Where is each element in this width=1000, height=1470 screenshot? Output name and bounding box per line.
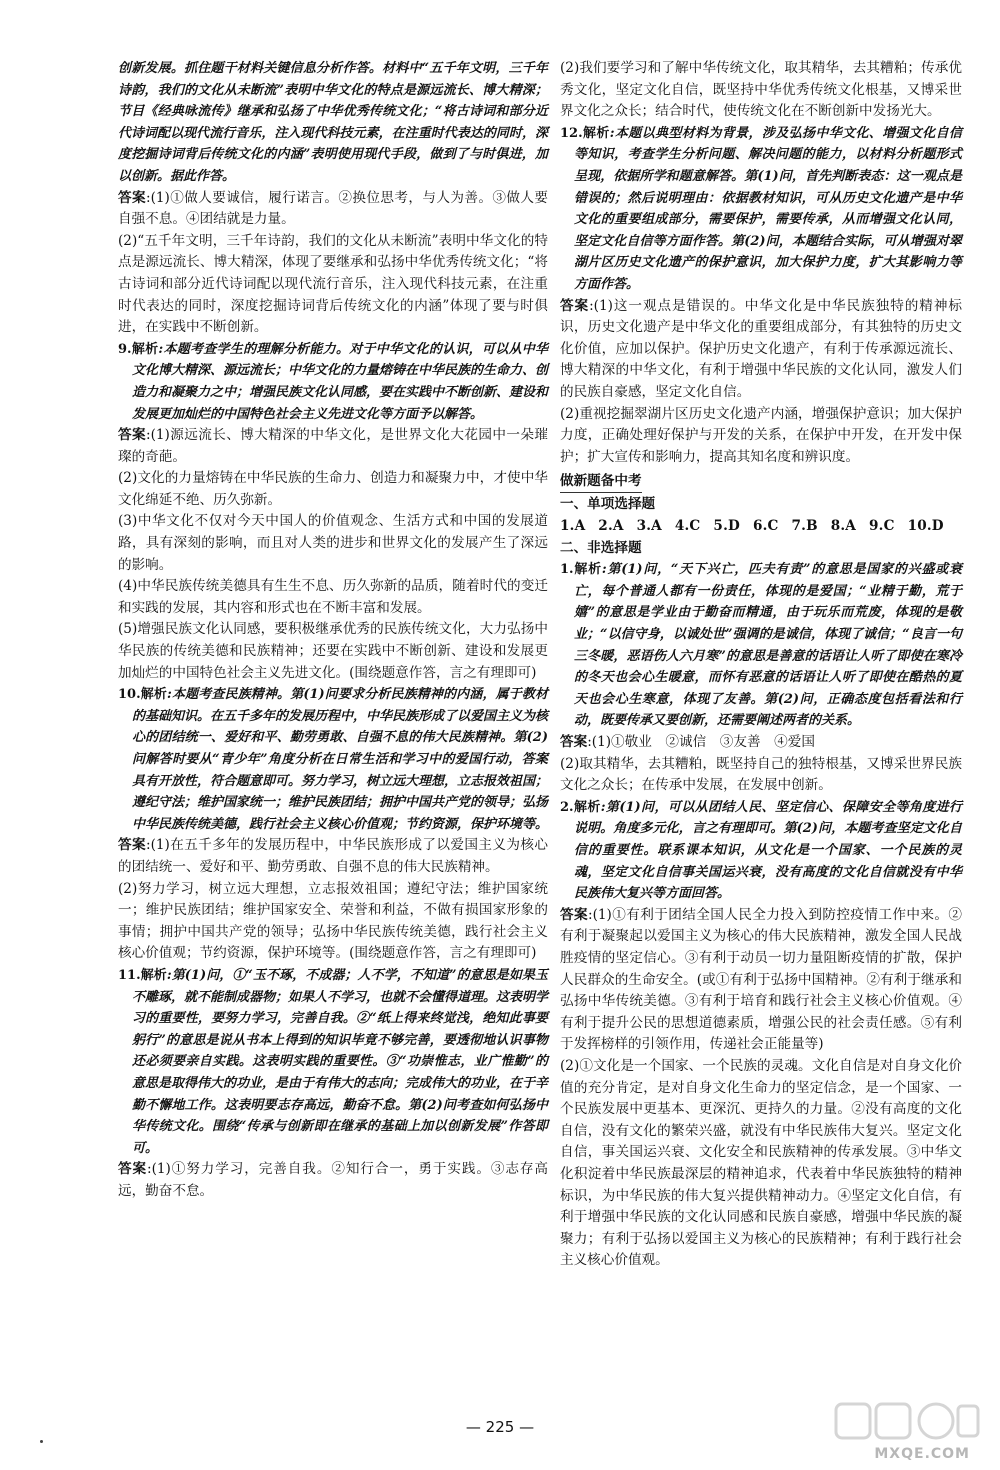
q9-answer-1: 答案:(1)源远流长、博大精深的中华文化，是世界文化大花园中一朵璀璨的奇葩。 [118,427,548,465]
subsection-single-choice: 一、单项选择题 [560,496,656,513]
page-number: — 225 — [465,1418,535,1436]
q10-answer-1: 答案:(1)在五千多年的发展历程中，中华民族形成了以爱国主义为核心的团结统一、爱好和平、勤劳勇敢、自强不息的伟大民族精神。 [118,837,548,875]
n2-explanation: 2.解析:第(1)问，可以从团结人民、坚定信心、保障安全等角度进行说明。角度多元化，言之有理即可。第(2)问，本题考查坚定文化自信的重要性。联系课本知识，从文化是一个国家、一个民族的灵魂，坚定文化自信事关国运兴衰，没有高度的文化自信就没有中华民族伟大复兴等方面回答。 [560,799,962,902]
n2-answer-2: (2)①文化是一个国家、一个民族的灵魂。文化自信是对自身文化价值的充分肯定，是对自身文化生命力的坚定信念，是一个国家、一个民族发展中更基本、更深沉、更持久的力量。②没有高度的文化自信，没有文化的繁荣兴盛，就没有中华民族伟大复兴。坚定文化自信，事关国运兴衰、文化安全和民族精神的传承发展。③中华文化积淀着中华民族最深层的精神追求，代表着中华民族独特的精神标识，为中华民族的伟大复兴提供精神动力。④坚定文化自信，有利于增强中华民族的文化认同感和民族自豪感，增强中华民族的凝聚力；有利于弘扬以爱国主义为核心的民族精神；有利于践行社会主义核心价值观。 [560,1057,962,1269]
choice-answer: 2.A [598,518,624,535]
choice-answer: 4.C [674,518,701,535]
n1-explanation: 1.解析:第(1)问，“天下兴亡，匹夫有责”的意思是国家的兴盛或衰亡，每个普通人都有一份责任，体现的是爱国；“业精于勤，荒于嬉”的意思是学业由于勤奋而精通，由于玩乐而荒废，体现的是敬业；“以信守身，以诚处世”强调的是诚信，体现了诚信；“良言一句三冬暖，恶语伤人六月寒”的意思是善意的话语让人听了即使在寒冷的冬天也会心生暖意，而怀有恶意的话语让人听了即使在酷热的夏天也会心生寒意，体现了友善。第(2)问，正确态度包括看法和行动，既要传承又要创新，还需要阐述两者的关系。 [560,562,962,729]
n1-answer-1: 答案:(1)①敬业 ②诚信 ③友善 ④爱国 [560,734,815,751]
subsection-non-choice: 二、非选择题 [560,540,642,557]
choice-answer: 6.C [752,518,779,535]
q11-answer-2: (2)我们要学习和了解中华传统文化，取其精华，去其糟粕；传承优秀文化，坚定文化自信，既坚持中华优秀传统文化根基，又博采世界文化之众长；结合时代，使传统文化在不断创新中发扬光大。 [560,60,962,120]
n2-answer-1: 答案:(1)①有利于团结全国人民全力投入到防控疫情工作中来。②有利于凝聚起以爱国主义为核心的伟大民族精神，激发全国人民战胜疫情的坚定信心。③有利于动员一切力量阻断疫情的扩散，保护人民群众的生命安全。(或①有利于弘扬中国精神。②有利于继承和弘扬中华传统美德。③有利于培育和践行社会主义核心价值观。④有利于提升公民的思想道德素质，增强公民的社会责任感。⑤有利于发挥榜样的引领作用，传递社会正能量等) [560,906,962,1053]
q10-explanation: 10.解析:本题考查民族精神。第(1)问要求分析民族精神的内涵，属于教材的基础知识。在五千多年的发展历程中，中华民族形成了以爱国主义为核心的团结统一、爱好和平、勤劳勇敢、自强不息的伟大民族精神。第(2)问解答时要从“青少年”角度分析在日常生活和学习中的爱国行动，答案具有开放性，符合题意即可。努力学习，树立远大理想，立志报效祖国；遵纪守法；维护国家统一；维护民族团结；拥护中国共产党的领导；弘扬中华民族传统美德，践行社会主义核心价值观；节约资源，保护环境等。 [118,687,549,832]
choice-answer: 5.D [713,518,740,535]
choice-answers [560,515,962,537]
n1-answer-2: (2)取其精华，去其糟粕，既坚持自己的独特根基，又博采世界民族文化之众长；在传承中发展，在发展中创新。 [560,755,962,794]
choice-answer: 9.C [869,518,895,535]
q12-explanation: 12.解析:本题以典型材料为背景，涉及弘扬中华文化、增强文化自信等知识，考查学生分析问题、解决问题的能力，以材料分析题形式呈现，依据所学和题意解答。第(1)问，首先判断表态：这一观点是错误的；然后说明理由：依据教材知识，可从历史文化遗产是中华文化的重要组成部分，需要保护，需要传承，从而增强文化认同，坚定文化自信等方面作答。第(2)问，本题结合实际，可从增强对翠湖片区历史文化遗产的保护意识，加大保护力度，扩大其影响力等方面作答。 [560,125,962,292]
q8-answer-2: (2)“五千年文明，三千年诗韵，我们的文化从未断流”表明中华文化的特点是源远流长、博大精深，体现了要继承和弘扬中华优秀传统文化；“将古诗词和部分近代诗词配以现代流行音乐，注入现代科技元素，在注重时代表达的同时，深度挖掘诗词背后传统文化的内涵”体现了要与时俱进，在实践中不断创新。 [118,232,548,336]
watermark-text: MXQE.COM [874,1446,970,1462]
section-heading: 做新题备中考 [560,470,642,493]
q8-explanation-tail: 创新发展。抓住题干材料关键信息分析作答。材料中“五千年文明，三千年诗韵，我们的文化从未断流”表明中华文化的特点是源远流长、博大精深；节目《经典咏流传》继承和弘扬了中华优秀传统文化；“将古诗词和部分近代诗词配以现代流行音乐，注入现代科技元素，在注重时代表达的同时，深度挖掘诗词背后传统文化的内涵”表明使用现代手段，做到了与时俱进，加以创新。据此作答。 [118,61,548,184]
q12-answer-2: (2)重视挖掘翠湖片区历史文化遗产内涵，增强保护意识；加大保护力度，正确处理好保护与开发的关系，在保护中开发，在开发中保护；扩大宣传和影响力，提高其知名度和辨识度。 [560,405,962,465]
q11-answer-1: 答案:(1)①努力学习，完善自我。②知行合一，勇于实践。③志存高远，勤奋不怠。 [118,1161,548,1199]
q9-answer-5: (5)增强民族文化认同感，要积极继承优秀的民族传统文化，大力弘扬中华民族的传统美德和民族精神；还要在实践中不断创新、建设和发展更加灿烂的中国特色社会主义先进文化。(围绕题意作答，言之有理即可) [118,621,548,681]
q9-answer-4: (4)中华民族传统美德具有生生不息、历久弥新的品质，随着时代的变迁和实践的发展，其内容和形式也在不断丰富和发展。 [118,578,548,616]
q8-answer-1: 答案:(1)①做人要诚信，履行诺言。②换位思考，与人为善。③做人要自强不息。④团结就是力量。 [118,189,548,228]
q11-explanation: 11.解析:第(1)问，①“玉不琢，不成器；人不学，不知道”的意思是如果玉不雕琢，就不能制成器物；如果人不学习，也就不会懂得道理。这表明学习的重要性，要努力学习，完善自我。②“纸上得来终觉浅，绝知此事要躬行”的意思是说从书本上得到的知识毕竟不够完善，要透彻地认识事物还必须要亲自实践。这表明实践的重要性。③“功崇惟志，业广惟勤”的意思是取得伟大的功业，是由于有伟大的志向；完成伟大的功业，在于辛勤不懈地工作。这表明要志存高远，勤奋不怠。第(2)问考查如何弘扬中华传统文化。围绕“传承与创新即在继承的基础上加以创新发展”作答即可。 [118,967,549,1156]
q10-answer-2: (2)努力学习，树立远大理想，立志报效祖国；遵纪守法；维护国家统一；维护民族团结；维护国家安全、荣誉和利益，不做有损国家形象的事情；拥护中国共产党的领导；弘扬中华民族传统美德，践行社会主义核心价值观；节约资源，保护环境等。(围绕题意作答，言之有理即可) [118,880,548,962]
left-column [118,58,548,1202]
q9-explanation: 9.解析:本题考查学生的理解分析能力。对于中华文化的认识，可以从中华文化博大精深、源远流长；中华文化的力量熔铸在中华民族的生命力、创造力和凝聚力之中；增强民族文化认同感，要在实践中不断创新、建设和发展更加灿烂的中国特色社会主义先进文化等方面予以解答。 [118,341,549,422]
choice-answer: 1.A [560,518,586,535]
q9-answer-3: (3)中华文化不仅对今天中国人的价值观念、生活方式和中国的发展道路，具有深刻的影响，而且对人类的进步和世界文化的发展产生了深远的影响。 [118,513,548,573]
choice-answer: 10.D [907,518,944,535]
right-column [560,58,962,1272]
margin-dot [40,1440,43,1443]
choice-answer: 3.A [636,518,662,535]
choice-answer: 7.B [791,518,818,535]
q12-answer-1: 答案:(1)这一观点是错误的。中华文化是中华民族独特的精神标识，历史文化遗产是中华文化的重要组成部分，有其独特的历史文化价值，应加以保护。保护历史文化遗产，有利于传承源远流长、博大精深的中华文化，有利于增强中华民族的文化认同，激发人们的民族自豪感，坚定文化自信。 [560,297,962,400]
choice-answer: 8.A [830,518,857,535]
q9-answer-2: (2)文化的力量熔铸在中华民族的生命力、创造力和凝聚力中，才使中华文化绵延不绝、历久弥新。 [118,470,548,508]
